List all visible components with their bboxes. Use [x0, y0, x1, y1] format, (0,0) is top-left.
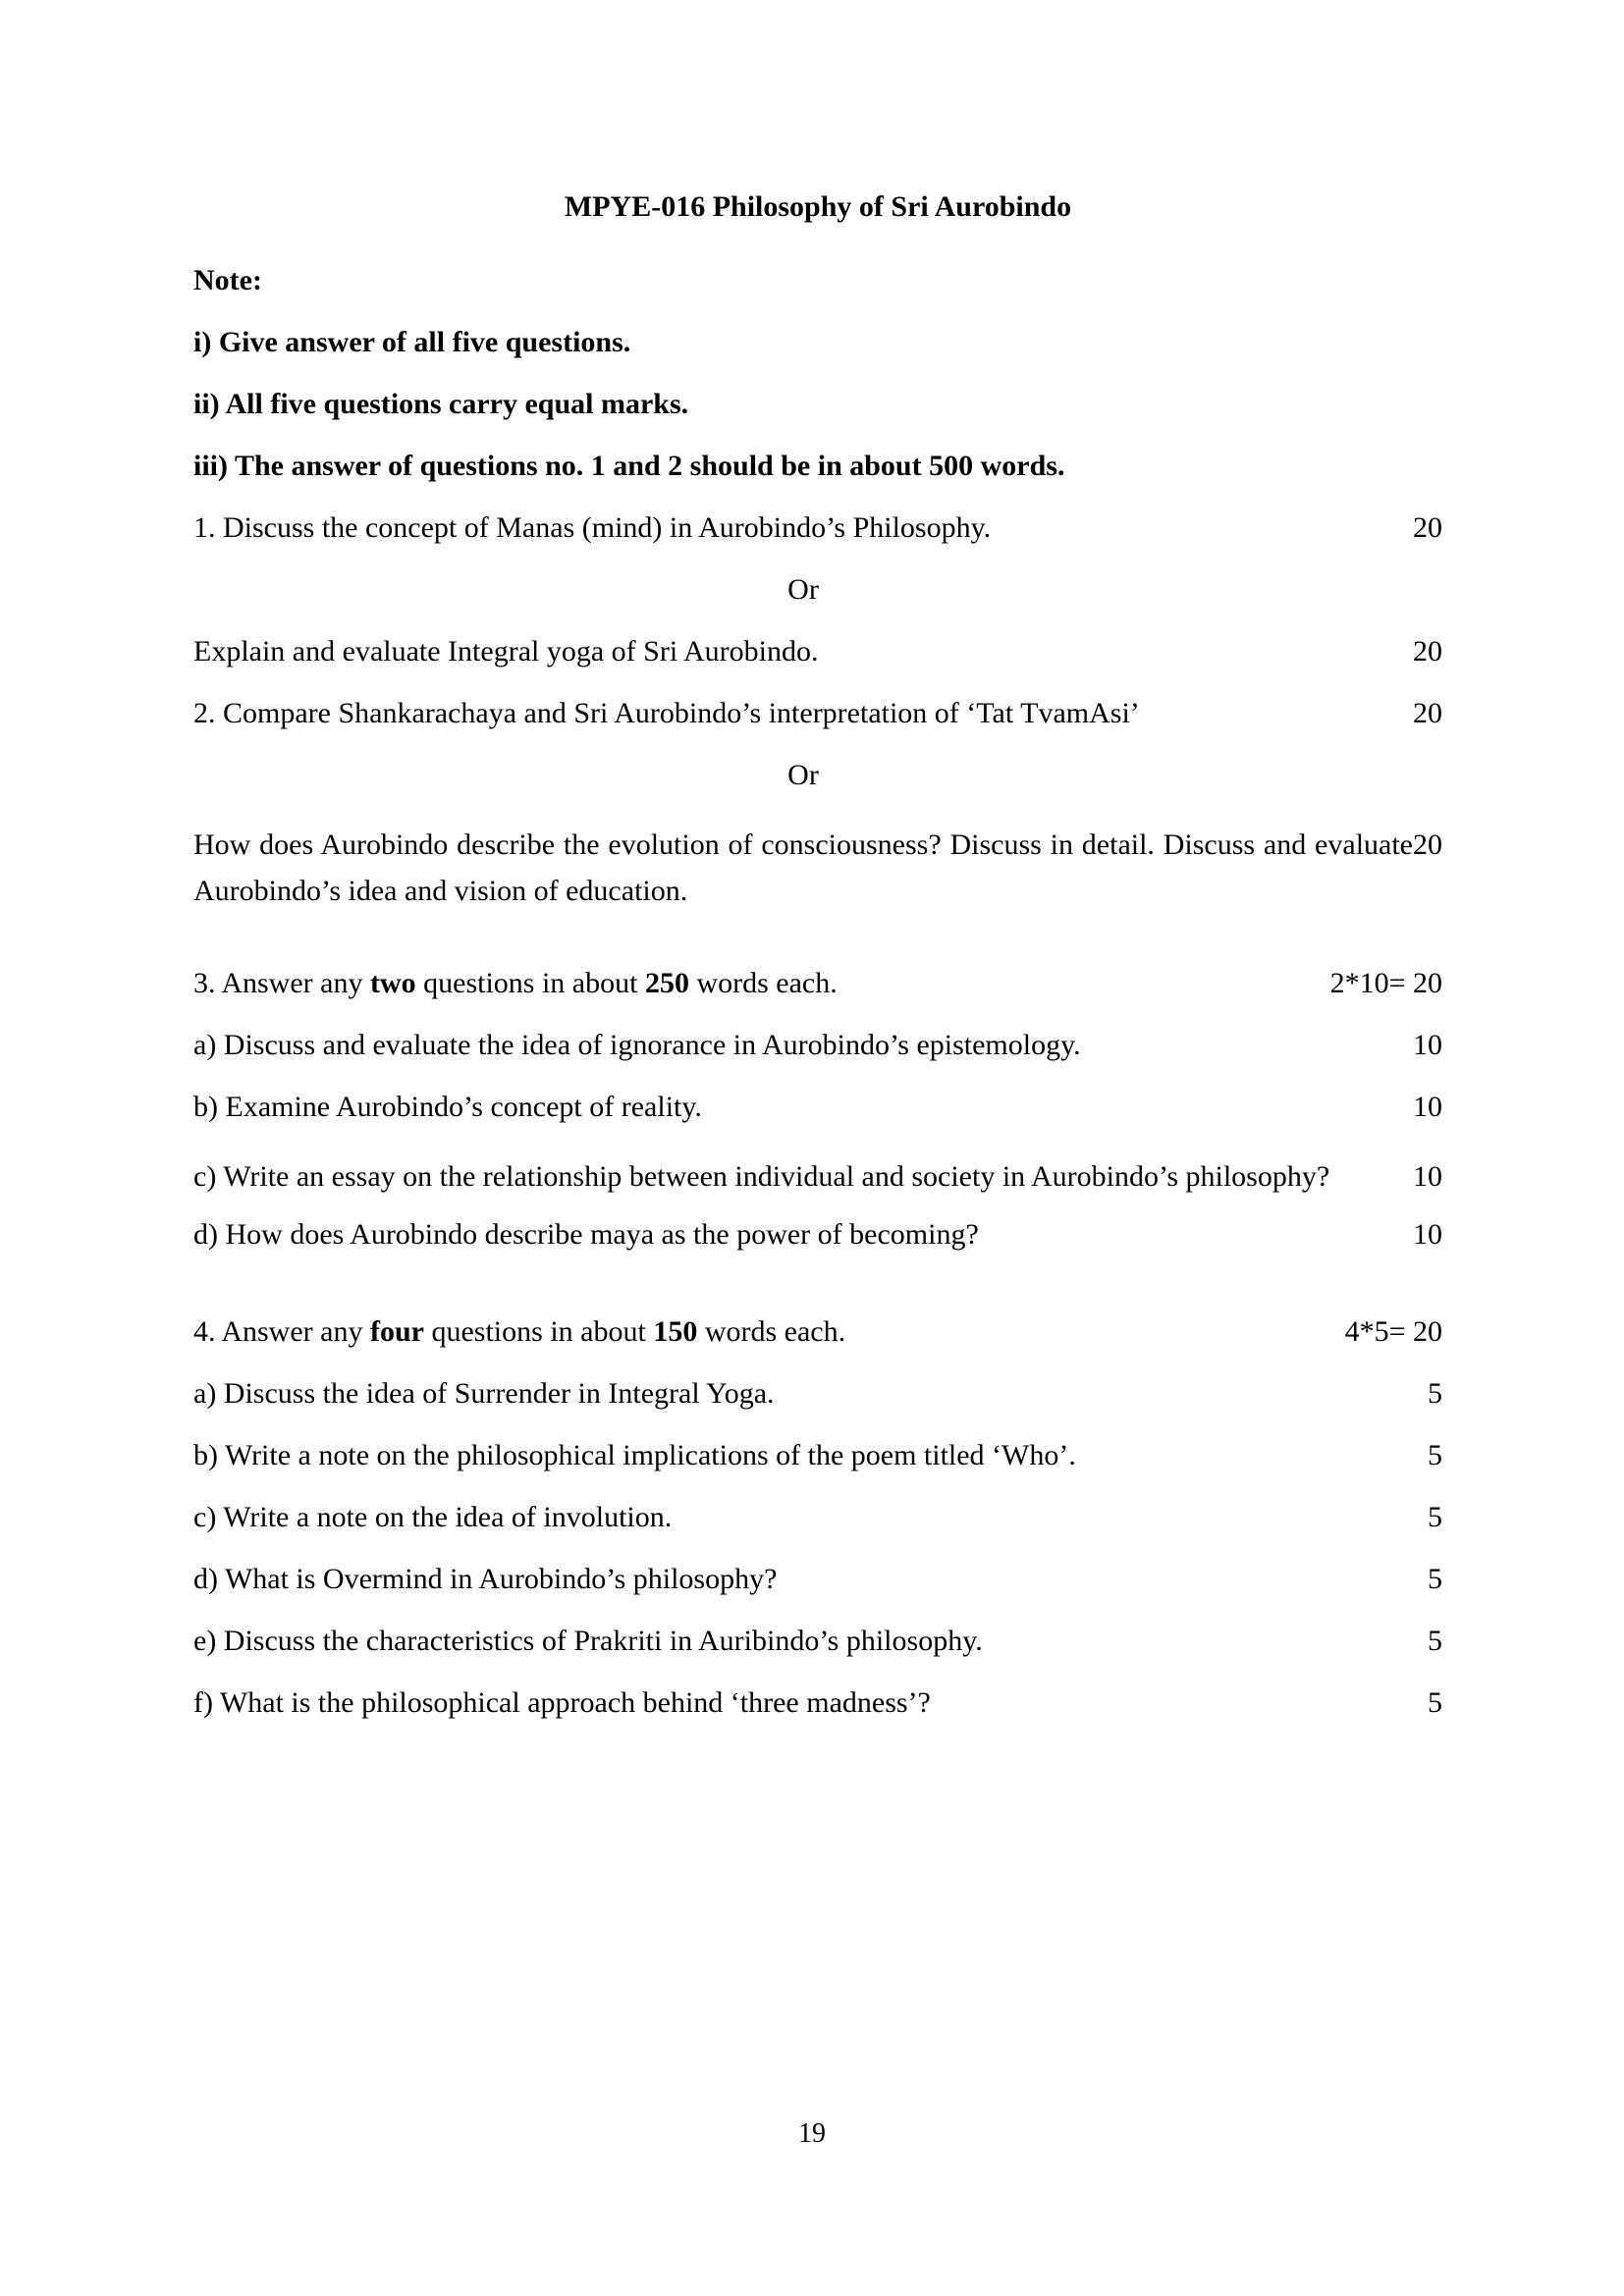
question-2-text: 2. Compare Shankarachaya and Sri Aurobindo’s interpretation of ‘Tat TvamAsi’	[193, 697, 1140, 729]
question-3-lead	[193, 969, 1442, 998]
question-4-item-b-text: b) Write a note on the philosophical implications of the poem titled ‘Who’.	[193, 1438, 1076, 1471]
question-3-item-d-text: d) How does Aurobindo describe maya as the power of becoming?	[193, 1217, 979, 1251]
question-3-item-a	[193, 1031, 1442, 1060]
question-4-lead-part2: questions in about	[423, 1314, 654, 1348]
question-4-item-a	[193, 1376, 1442, 1410]
question-4-item-f-marks: 5	[1428, 1685, 1442, 1719]
question-4-lead-part1: 4. Answer any	[193, 1314, 370, 1348]
question-4-item-a-marks: 5	[1428, 1376, 1442, 1410]
question-1-text: 1. Discuss the concept of Manas (mind) in Aurobindo’s Philosophy.	[193, 511, 992, 544]
question-4-item-d-text: d) What is Overmind in Aurobindo’s philosophy?	[193, 1562, 778, 1595]
section-gap-2	[193, 1282, 1442, 1317]
question-3-item-c-marks: 10	[1413, 1160, 1442, 1193]
question-2	[193, 699, 1442, 728]
note-instruction-i: i) Give answer of all five questions.	[193, 326, 631, 358]
question-4-item-b-marks: 5	[1428, 1438, 1442, 1471]
question-4-item-f	[193, 1685, 1442, 1719]
question-4-item-d	[193, 1562, 1442, 1595]
question-3-item-b-marks: 10	[1413, 1091, 1442, 1123]
question-3-item-d	[193, 1217, 1442, 1251]
question-3-item-a-marks: 10	[1413, 1029, 1442, 1061]
question-4-lead-count: four	[369, 1314, 424, 1348]
question-2-alternative-marks: 20	[1413, 828, 1442, 861]
question-3-lead-part2: questions in about	[415, 967, 645, 999]
question-3-lead-part3: words each.	[688, 967, 838, 999]
or-separator-2: Or	[787, 759, 819, 791]
question-4-lead	[193, 1314, 1442, 1348]
page-content	[193, 0, 1442, 1750]
question-3-lead-count: two	[369, 967, 416, 999]
question-3-item-b	[193, 1093, 1442, 1122]
question-2-alternative	[193, 823, 1442, 914]
question-3-lead-part1: 3. Answer any	[193, 967, 370, 999]
question-3-marks: 2*10= 20	[1329, 967, 1442, 999]
question-2-alternative-text: How does Aurobindo describe the evolution of consciousness? Discuss in detail. Discuss and evaluate Aurobindo’s idea and vision of education.	[193, 828, 1413, 907]
question-1	[193, 513, 1442, 543]
question-3-item-a-text: a) Discuss and evaluate the idea of ignorance in Aurobindo’s epistemology.	[193, 1029, 1081, 1061]
question-1-marks: 20	[1413, 511, 1442, 544]
question-4-item-e-marks: 5	[1428, 1624, 1442, 1657]
question-4-item-c-marks: 5	[1428, 1500, 1442, 1533]
question-4-item-d-marks: 5	[1428, 1562, 1442, 1595]
question-4-item-b	[193, 1438, 1442, 1471]
question-4-item-e-text: e) Discuss the characteristics of Prakriti in Auribindo’s philosophy.	[193, 1624, 983, 1657]
note-instruction-iii: iii) The answer of questions no. 1 and 2 should be in about 500 words.	[193, 450, 1065, 482]
or-separator-1: Or	[787, 573, 819, 606]
section-gap-1	[193, 934, 1442, 969]
question-4-lead-part3: words each.	[697, 1314, 846, 1348]
question-1-alternative-marks: 20	[1413, 635, 1442, 667]
question-3-lead-wordcount: 250	[644, 967, 689, 999]
note-block	[193, 266, 1442, 481]
question-4-item-c-text: c) Write a note on the idea of involution.	[193, 1500, 673, 1533]
page-title: MPYE-016 Philosophy of Sri Aurobindo	[564, 190, 1072, 223]
question-3-item-b-text: b) Examine Aurobindo’s concept of reality.	[193, 1091, 702, 1123]
page-number: 19	[798, 2118, 826, 2149]
note-heading: Note:	[193, 264, 262, 296]
question-4-item-c	[193, 1500, 1442, 1533]
question-4-item-a-text: a) Discuss the idea of Surrender in Integral Yoga.	[193, 1376, 775, 1410]
question-1-alternative-text: Explain and evaluate Integral yoga of Sri Aurobindo.	[193, 635, 819, 667]
note-instruction-ii: ii) All five questions carry equal marks.	[193, 388, 689, 420]
question-4-item-f-text: f) What is the philosophical approach behind ‘three madness’?	[193, 1685, 931, 1719]
question-2-marks: 20	[1413, 697, 1442, 729]
question-1-alternative	[193, 637, 1442, 667]
question-4-lead-wordcount: 150	[653, 1314, 698, 1348]
question-3-item-c-text: c) Write an essay on the relationship between individual and society in Aurobindo’s philosophy?	[193, 1160, 1330, 1193]
question-3-item-d-marks: 10	[1413, 1217, 1442, 1251]
question-3-item-c	[193, 1154, 1442, 1201]
question-4-item-e	[193, 1624, 1442, 1657]
question-4-marks: 4*5= 20	[1344, 1314, 1442, 1348]
